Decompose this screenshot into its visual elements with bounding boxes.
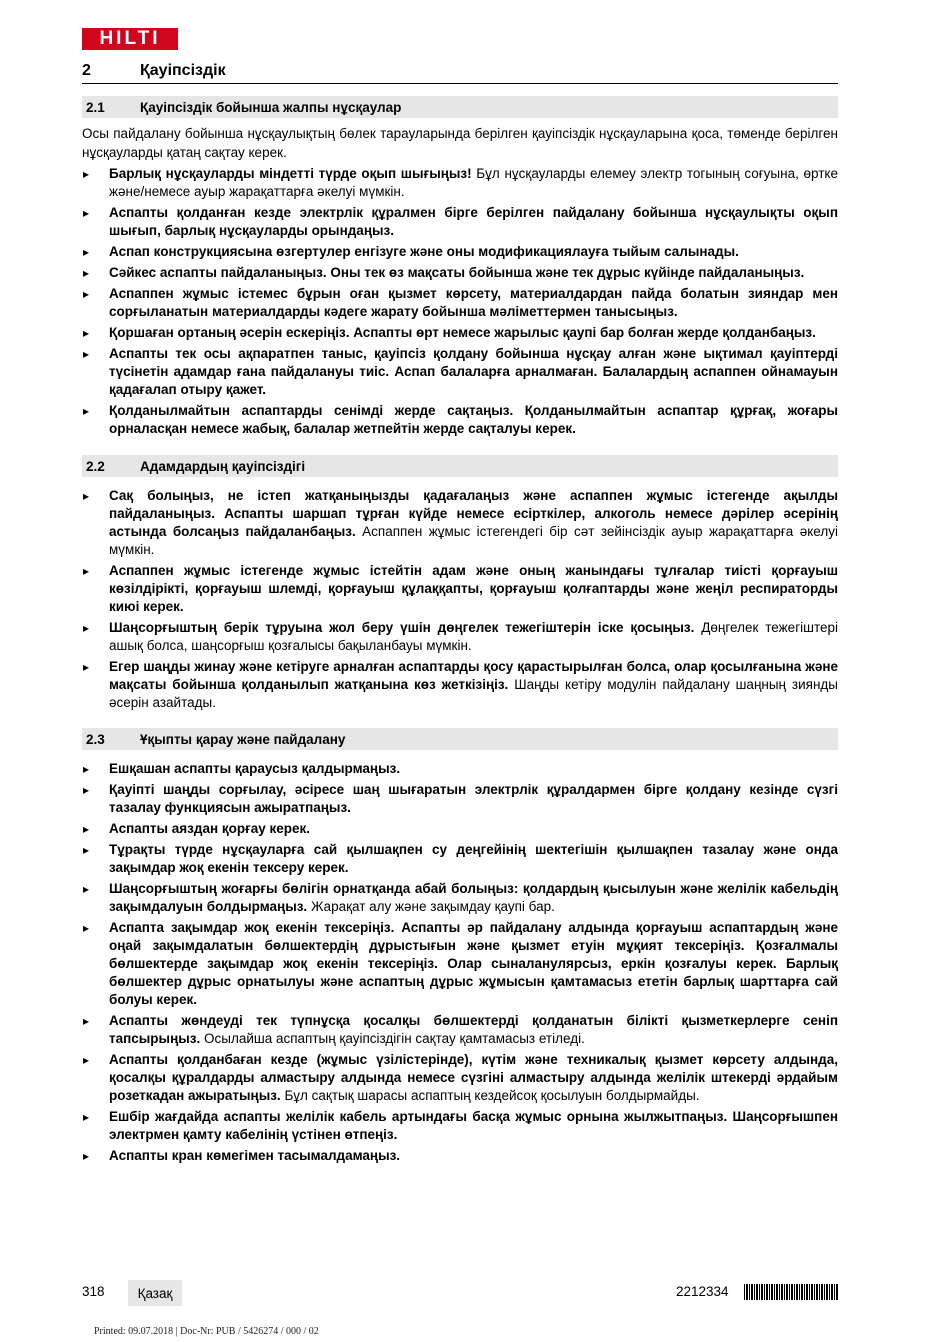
language-label: Қазақ <box>128 1280 182 1306</box>
list-item: ▸ Аспаппен жұмыс істегенде жұмыс істейтін адам және оның жанындағы тұлғалар тиісті қорғауыш көзілдірікті, қорғауыш шлемді, қорғауыш құлаққапты, қорғауыш қолғаптарды және жеңіл респираторды киюі керек. <box>82 562 838 616</box>
section-number: 2.1 <box>86 99 105 115</box>
print-info: Printed: 09.07.2018 | Doc-Nr: PUB / 5426274 / 000 / 02 <box>94 1326 319 1337</box>
list-item: ▸ Аспапты жөндеуді тек түпнұсқа қосалқы бөлшектерді қолданатын білікті қызметкерлерге сеніп тапсырыңыз. Осылайша аспаптың қауіпсіздігін сақтау қамтамасыз етіледі. <box>82 1012 838 1048</box>
list-item: ▸ Шаңсорғыштың жоғарғы бөлігін орнатқанда абай болыңыз: қолдардың қысылуын және желілік кабельдің зақымдалуын болдырмаңыз. Жарақат алу және зақымдау қаупі бар. <box>82 880 838 916</box>
bullet-list-2-3 <box>82 760 838 1165</box>
section-title: Қауіпсіздік бойынша жалпы нұсқаулар <box>140 99 402 115</box>
section-number: 2.3 <box>86 731 105 747</box>
section-intro: Осы пайдалану бойынша нұсқаулықтың бөлек тарауларында берілген қауіпсіздік нұсқауларына қоса, төменде берілген нұсқауларды қатаң сақтау керек. <box>82 126 838 160</box>
bullet-list-2-1 <box>82 165 838 438</box>
list-item: ▸ Аспапты аяздан қорғау керек. <box>82 820 838 838</box>
list-item: ▸ Шаңсорғыштың берік тұруына жол беру үшін дөңгелек тежегіштерін іске қосыңыз. Дөңгелек тежегіштері ашық болса, шаңсорғыш қозғалысы бақыланбауы мүмкін. <box>82 619 838 655</box>
page-content <box>82 96 838 1165</box>
list-item: ▸ Сәйкес аспапты пайдаланыңыз. Оны тек өз мақсаты бойынша және тек дұрыс күйінде пайдаланыңыз. <box>82 264 838 282</box>
list-item: ▸ Қауіпті шаңды сорғылау, әсіресе шаң шығаратын электрлік құралдармен бірге қолдану кезінде сүзгі тазалау функциясын ажыратпаңыз. <box>82 781 838 817</box>
list-item: ▸ Аспапты қолданған кезде электрлік құралмен бірге берілген пайдалану бойынша нұсқаулықты оқып шығып, барлық нұсқауларды орындаңыз. <box>82 204 838 240</box>
list-item: ▸ Аспаппен жұмыс істемес бұрын оған қызмет көрсету, материалдардан пайда болатын зияндар мен сорғыланатын материалдарды кәдеге жарату бойынша мәліметтермен танысыңыз. <box>82 285 838 321</box>
section-title: Ұқыпты қарау және пайдалану <box>140 731 346 747</box>
chapter-title: Қауіпсіздік <box>140 62 226 79</box>
section-heading-2-1 <box>82 96 838 118</box>
bullet-list-2-2 <box>82 487 838 712</box>
hilti-logo: HILTI <box>82 28 178 50</box>
list-item: ▸ Барлық нұсқауларды міндетті түрде оқып шығыңыз! Бұл нұсқауларды елемеу электр тогының соғуына, өртке және/немесе ауыр жарақаттарға әкелуі мүмкін. <box>82 165 838 201</box>
list-item: ▸ Қолданылмайтын аспаптарды сенімді жерде сақтаңыз. Қолданылмайтын аспаптар құрғақ, жоғары орналасқан немесе жабық, балалар жетпейтін жерде сақталуы керек. <box>82 402 838 438</box>
section-heading-2-2 <box>82 455 838 477</box>
chapter-heading <box>82 59 838 84</box>
list-item: ▸ Сақ болыңыз, не істеп жатқаныңызды қадағалаңыз және аспаппен жұмыс істегенде ақылды пайдаланыңыз. Аспапты шаршап тұрған күйде немесе есірткілер, алкоголь немесе дәрілер әсерінің астында болсаңыз пайдаланбаңыз. Аспаппен жұмыс істегендегі бір сәт зейінсіздік ауыр жарақаттарға әкелуі мүмкін. <box>82 487 838 559</box>
section-heading-2-3 <box>82 728 838 750</box>
doc-number: 2212334 <box>676 1284 729 1299</box>
list-item: ▸ Ешқашан аспапты қараусыз қалдырмаңыз. <box>82 760 838 778</box>
list-item: ▸ Аспапты тек осы ақпаратпен таныс, қауіпсіз қолдану бойынша нұсқау алған және ықтимал қауіптерді түсінетін адамдар ғана пайдалануы тиіс. Аспап балаларға арналмаған. Балалардың аспаппен ойнамауын қадағалап отыру қажет. <box>82 345 838 399</box>
barcode <box>744 1284 838 1300</box>
page-number: 318 <box>82 1284 105 1299</box>
list-item: ▸ Аспапты кран көмегімен тасымалдамаңыз. <box>82 1147 838 1165</box>
list-item: ▸ Егер шаңды жинау және кетіруге арналған аспаптарды қосу қарастырылған болса, олар қосылғанына және мақсаты бойынша қолданылып жатқанына көз жеткізіңіз. Шаңды кетіру модулін пайдалану шаңның зиянды әсерін азайтады. <box>82 658 838 712</box>
list-item: ▸ Ешбір жағдайда аспапты желілік кабель артындағы басқа жұмыс орнына жылжытпаңыз. Шаңсорғышпен электрмен қамту кабелінің үстінен өтпеңіз. <box>82 1108 838 1144</box>
list-item: ▸ Аспапты қолданбаған кезде (жұмыс үзілістерінде), күтім және техникалық қызмет көрсету алдында, қосалқы құралдарды алмастыру алдында немесе сүзгіні алмастыру алдында желілік штекерді әрдайым розеткадан ажыратыңыз. Бұл сақтық шарасы аспаптың кездейсоқ қосылуын болдырмайды. <box>82 1051 838 1105</box>
list-item: ▸ Аспапта зақымдар жоқ екенін тексеріңіз. Аспапты әр пайдалану алдында қорғауыш аспаптардың және оңай зақымдалатын бөлшектердің дұрыстығын және қызмет етуін мұқият тексеріңіз. Қозғалмалы бөлшектерде зақымдар жоқ екенін тексеріңіз. Олар сыналанулярсыз, еркін қозғалуы керек. Барлық бөлшектер дұрыс орнатылуы және аспаптың дұрыс жұмысын қамтамасыз ететін барлық шарттарға сай болуы керек. <box>82 919 838 1009</box>
section-number: 2.2 <box>86 458 105 474</box>
section-title: Адамдардың қауіпсіздігі <box>140 458 306 474</box>
chapter-number: 2 <box>82 62 91 79</box>
list-item: ▸ Қоршаған ортаның әсерін ескеріңіз. Аспапты өрт немесе жарылыс қаупі бар болған жерде қолданбаңыз. <box>82 324 838 342</box>
list-item: ▸ Аспап конструкциясына өзгертулер енгізуге және оны модификациялауға тыйым салынады. <box>82 243 838 261</box>
list-item: ▸ Тұрақты түрде нұсқауларға сай қылшақпен су деңгейінің шектегішін қылшақпен тазалау және онда зақымдар жоқ екенін тексеру керек. <box>82 841 838 877</box>
